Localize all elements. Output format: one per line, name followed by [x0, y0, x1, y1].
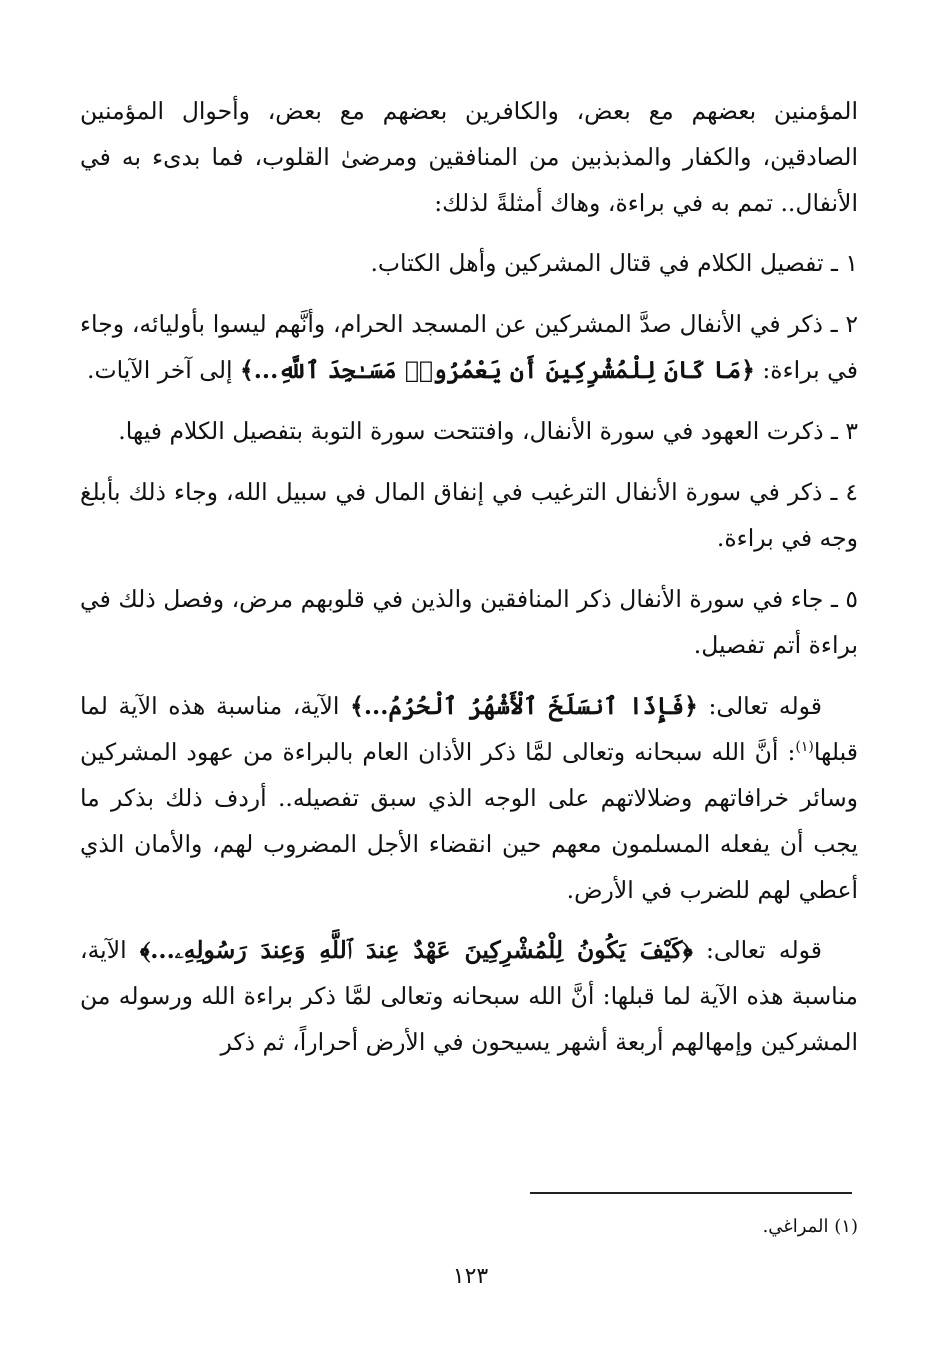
- footnote-divider: [530, 1192, 852, 1194]
- main-text: [80, 88, 858, 1079]
- tafsir-1-lead: قوله تعالى:: [697, 692, 822, 720]
- list-item-3: ٣ ـ ذكرت العهود في سورة الأنفال، وافتتحت سورة التوبة بتفصيل الكلام فيها.: [118, 417, 858, 445]
- tafsir-2-rest: الآية، مناسبة هذه الآية لما قبلها: أنَّ الله سبحانه وتعالى لمَّا ذكر براءة الله ورسوله من المشركين وإمهالهم أربعة أشهر يسيحون في الأرض أحراراً، ثم ذكر: [80, 936, 858, 1056]
- tafsir-paragraph-1: [80, 683, 858, 913]
- footnote-reference[interactable]: (١): [795, 739, 814, 756]
- footnote: (١) المراغي.: [762, 1216, 858, 1237]
- tafsir-1-rest: : أنَّ الله سبحانه وتعالى لمَّا ذكر الأذان العام بالبراءة من عهود المشركين وسائر خرافاتهم وضلالاتهم على الوجه الذي سبق تفصيله.. أردف ذلك بذكر ما يجب أن يفعله المسلمون معهم حين انقضاء الأجل المضروب لهم، والأمان الذي أعطي لهم للضرب في الأرض.: [80, 738, 858, 904]
- item-2-text-before: ٢ ـ ذكر في الأنفال صدَّ المشركين عن المسجد الحرام، وأنَّهم ليسوا بأوليائه، وجاء في براءة:: [80, 310, 858, 384]
- tafsir-1-mid: الآية، مناسبة هذه الآية لما قبلها: [80, 692, 858, 766]
- list-item-1: ١ ـ تفصيل الكلام في قتال المشركين وأهل الكتاب.: [370, 249, 858, 277]
- tafsir-paragraph-2: [80, 927, 858, 1065]
- quran-verse: ﴿مَا كَانَ لِلْمُشْرِكِينَ أَن يَعْمُرُوا۟ مَسَـٰجِدَ ٱللَّهِ...﴾: [239, 356, 755, 384]
- page-number: ١٢٣: [452, 1264, 489, 1289]
- list-item-4: ٤ ـ ذكر في سورة الأنفال الترغيب في إنفاق المال في سبيل الله، وجاء ذلك بأبلغ وجه في براءة.: [80, 478, 858, 552]
- list-item-2: [80, 301, 858, 393]
- list-item-5: ٥ ـ جاء في سورة الأنفال ذكر المنافقين والذين في قلوبهم مرض، وفصل ذلك في براءة أتم تفصيل.: [80, 585, 858, 659]
- quran-verse: ﴿كَيْفَ يَكُونُ لِلْمُشْرِكِينَ عَهْدٌ عِندَ ٱللَّهِ وَعِندَ رَسُولِهِۦ...﴾: [139, 936, 693, 964]
- tafsir-2-lead: قوله تعالى:: [692, 936, 822, 964]
- intro-paragraph: المؤمنين بعضهم مع بعض، والكافرين بعضهم مع بعض، وأحوال المؤمنين الصادقين، والكفار والمذبذبين من المنافقين ومرضىٰ القلوب، فما بدىء به في الأنفال.. تمم به في براءة، وهاك أمثلةً لذلك:: [80, 97, 858, 217]
- item-2-text-after: إلى آخر الآيات.: [87, 356, 240, 384]
- quran-verse: ﴿فَإِذَا ٱنسَلَخَ ٱلْأَشْهُرُ ٱلْحُرُمُ...﴾: [350, 692, 698, 720]
